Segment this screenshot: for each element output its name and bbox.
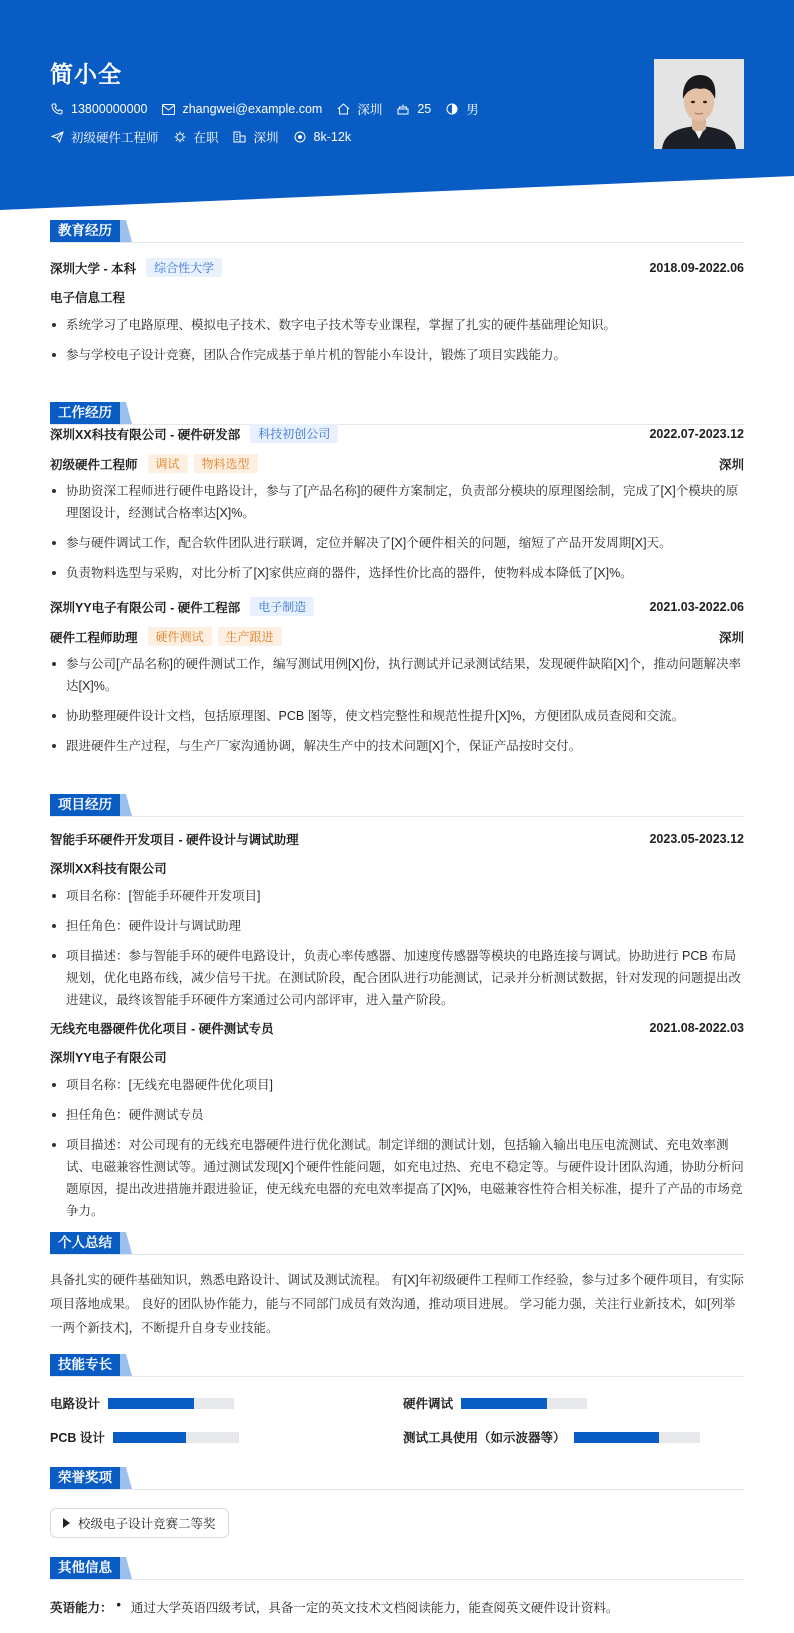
list-item: 跟进硬件生产过程，与生产厂家沟通协调，解决生产中的技术问题[X]个，保证产品按时交付。 [50,735,744,757]
title-tail-decor [120,402,134,424]
gender-item [445,100,479,118]
age-text: 25 [417,102,432,116]
award-text: 校级电子设计竞赛二等奖 [78,1517,216,1531]
project-company: 深圳YY电子有限公司 [50,1051,167,1065]
major-name: 电子信息工程 [50,291,126,305]
salary-item [293,130,352,144]
job-bullets [50,480,744,592]
hometown-item [336,100,382,118]
title-tail-decor [120,220,134,242]
list-item: 项目名称：[智能手环硬件开发项目] [50,885,744,907]
work-section [50,402,744,782]
profile-photo [654,59,744,149]
education-title [50,220,744,242]
skill-name: PCB 设计 [50,1431,105,1445]
gender-icon [445,102,459,116]
phone-text: 13800000000 [71,102,148,116]
list-item: 项目描述：对公司现有的无线充电器硬件进行优化测试。制定详细的测试计划，包括输入输出电压电流测试、充电效率测试、电磁兼容性测试等。通过测试发现[X]个硬件性能问题，如充电过热、充电不稳定等。与硬件设计团队沟通，协助分析问题原因，提出改进措施并跟进验证，使无线充电器的充电效率提高了[X]%，电磁兼容性符合相关标准，提升了产品的市场竞争力。 [50,1134,744,1222]
skills-section [50,1354,744,1454]
work-title [50,402,744,424]
skill-tag: 物料选型 [194,454,258,473]
skill-name: 电路设计 [50,1397,101,1411]
project-name: 智能手环硬件开发项目 - 硬件设计与调试助理 [50,833,299,847]
education-period: 2018.09-2022.06 [649,260,744,275]
phone-item [50,102,147,116]
education-entry-head [50,258,744,277]
email-item [161,102,322,116]
award-chip [50,1508,229,1538]
play-icon [63,1518,70,1528]
company-tag: 科技初创公司 [250,424,338,443]
list-item: 担任角色：硬件设计与调试助理 [50,915,744,937]
skill-item [50,1394,234,1412]
projects-title [50,794,744,816]
job-entry-head [50,424,744,443]
project-period: 2021.08-2022.03 [649,1021,744,1035]
status-text: 在职 [193,131,219,145]
english-text: 通过大学英语四级考试，具备一定的英文技术文档阅读能力，能查阅英文硬件设计资料。 [130,1601,619,1615]
skill-item [403,1394,587,1412]
english-label: 英语能力： [50,1601,113,1615]
job-role-row [50,454,744,473]
project-entry-head [50,1019,744,1037]
cake-icon [396,102,410,116]
project-entry-head [50,830,744,848]
list-item: 参与公司[产品名称]的硬件测试工作，编写测试用例[X]份，执行测试并记录测试结果，发现硬件缺陷[X]个，推动问题解决率达[X]%。 [50,653,744,697]
list-item: 参与硬件调试工作，配合软件团队进行联调，定位并解决了[X]个硬件相关的问题，缩短了产品开发周期[X]天。 [50,532,744,554]
status-item [173,128,219,146]
title-tail-decor [120,1557,134,1579]
money-icon [293,130,307,144]
salary-text: 8k-12k [313,130,352,144]
list-item: 系统学习了电路原理、模拟电子技术、数字电子技术等专业课程，掌握了扎实的硬件基础理论知识。 [50,314,744,336]
skill-tag: 硬件测试 [148,627,212,646]
send-icon [50,130,64,144]
project-company: 深圳XX科技有限公司 [50,862,167,876]
position-item [50,128,159,146]
list-item: 负责物料选型与采购，对比分析了[X]家供应商的器件，选择性价比高的器件，使物料成本降低了[X]%。 [50,562,744,584]
home-icon [336,102,350,116]
age-item [396,102,431,116]
email-icon [161,102,175,116]
job-entry-head [50,597,744,616]
city-item [233,128,279,146]
list-item: 协助资深工程师进行硬件电路设计，参与了[产品名称]的硬件方案制定，负责部分模块的原理图绘制，完成了[X]个模块的原理图设计，经测试合格率达[X]%。 [50,480,744,524]
skill-name: 硬件调试 [403,1397,454,1411]
skill-item [50,1428,239,1446]
skill-bar-fill [461,1398,547,1409]
skill-bar [574,1432,700,1443]
section-title-tag: 其他信息 [50,1557,122,1579]
job-city: 深圳 [718,630,744,645]
building-icon [233,130,247,144]
gender-text: 男 [466,103,479,117]
project-name: 无线充电器硬件优化项目 - 硬件测试专员 [50,1022,274,1036]
project-period: 2023.05-2023.12 [649,832,744,846]
skill-bar [461,1398,587,1409]
status-icon [173,130,187,144]
job-role: 初级硬件工程师 [50,457,138,472]
job-role-row [50,627,744,646]
project-bullets [50,1074,744,1230]
summary-text: 具备扎实的硬件基础知识，熟悉电路设计、调试及测试流程。 有[X]年初级硬件工程师工作经验，参与过多个硬件项目，有实际项目落地成果。 良好的团队协作能力，能与不同部门成员有效沟通，推动项目进展。 学习能力强，关注行业新技术，如[列举一两个新技术]，不断提升自身专业技能。 [50,1273,744,1335]
hometown-text: 深圳 [357,103,383,117]
title-tail-decor [120,1232,134,1254]
job-period: 2022.07-2023.12 [649,426,744,441]
list-item: 参与学校电子设计竞赛，团队合作完成基于单片机的智能小车设计，锻炼了项目实践能力。 [50,344,744,366]
education-section [50,220,744,365]
skill-name: 测试工具使用（如示波器等） [403,1431,566,1445]
list-item: 项目名称：[无线充电器硬件优化项目] [50,1074,744,1096]
school-name: 深圳大学 - 本科 [50,261,137,276]
job-city: 深圳 [718,457,744,472]
skill-bar [108,1398,234,1409]
position-text: 初级硬件工程师 [71,131,159,145]
section-title-tag: 技能专长 [50,1354,122,1376]
list-item: 担任角色：硬件测试专员 [50,1104,744,1126]
contact-row [50,100,493,118]
other-section [50,1557,744,1627]
school-tag: 综合性大学 [146,258,222,277]
title-tail-decor [120,1467,134,1489]
english-row [50,1598,618,1616]
email-text: zhangwei@example.com [182,102,323,116]
company-tag: 电子制造 [250,597,314,616]
other-title [50,1557,744,1579]
job-bullets [50,653,744,765]
skills-title [50,1354,744,1376]
skill-bar [113,1432,239,1443]
skill-bar-fill [574,1432,660,1443]
section-title-tag: 荣誉奖项 [50,1467,122,1489]
summary-section [50,1232,744,1342]
company-name: 深圳YY电子有限公司 - 硬件工程部 [50,600,241,615]
honors-section [50,1467,744,1542]
project-bullets [50,885,744,1019]
candidate-name: 简小全 [50,61,122,87]
major-row [50,288,744,306]
honors-title [50,1467,744,1489]
education-bullets [50,314,744,374]
job-period: 2021.03-2022.06 [649,599,744,614]
projects-section [50,794,744,1218]
skill-bar-fill [108,1398,194,1409]
section-title-tag: 个人总结 [50,1232,122,1254]
skill-tag: 生产跟进 [218,627,282,646]
summary-title [50,1232,744,1254]
title-tail-decor [120,794,134,816]
skill-tag: 调试 [148,454,188,473]
section-title-tag: 项目经历 [50,794,122,816]
title-tail-decor [120,1354,134,1376]
skill-item [403,1428,700,1446]
skill-bar-fill [113,1432,186,1443]
project-company-row [50,859,744,877]
list-item: 协助整理硬件设计文档，包括原理图、PCB 图等，使文档完整性和规范性提升[X]%，方便团队成员查阅和交流。 [50,705,744,727]
city-text: 深圳 [253,131,279,145]
resume-header [0,0,794,210]
section-title-tag: 教育经历 [50,220,122,242]
phone-icon [50,102,64,116]
company-name: 深圳XX科技有限公司 - 硬件研发部 [50,427,241,442]
list-item: 项目描述：参与智能手环的硬件电路设计，负责心率传感器、加速度传感器等模块的电路连接与调试。协助进行 PCB 布局规划，优化电路布线，减少信号干扰。在测试阶段，配合团队进行功能测试，记录并分析测试数据，针对发现的问题提出改进建议，最终该智能手环硬件方案通过公司内部评审，进入量产阶段。 [50,945,744,1011]
job-intent-row [50,128,365,146]
section-title-tag: 工作经历 [50,402,122,424]
job-role: 硬件工程师助理 [50,630,138,645]
project-company-row [50,1048,744,1066]
bullet-dot: • [116,1598,121,1612]
